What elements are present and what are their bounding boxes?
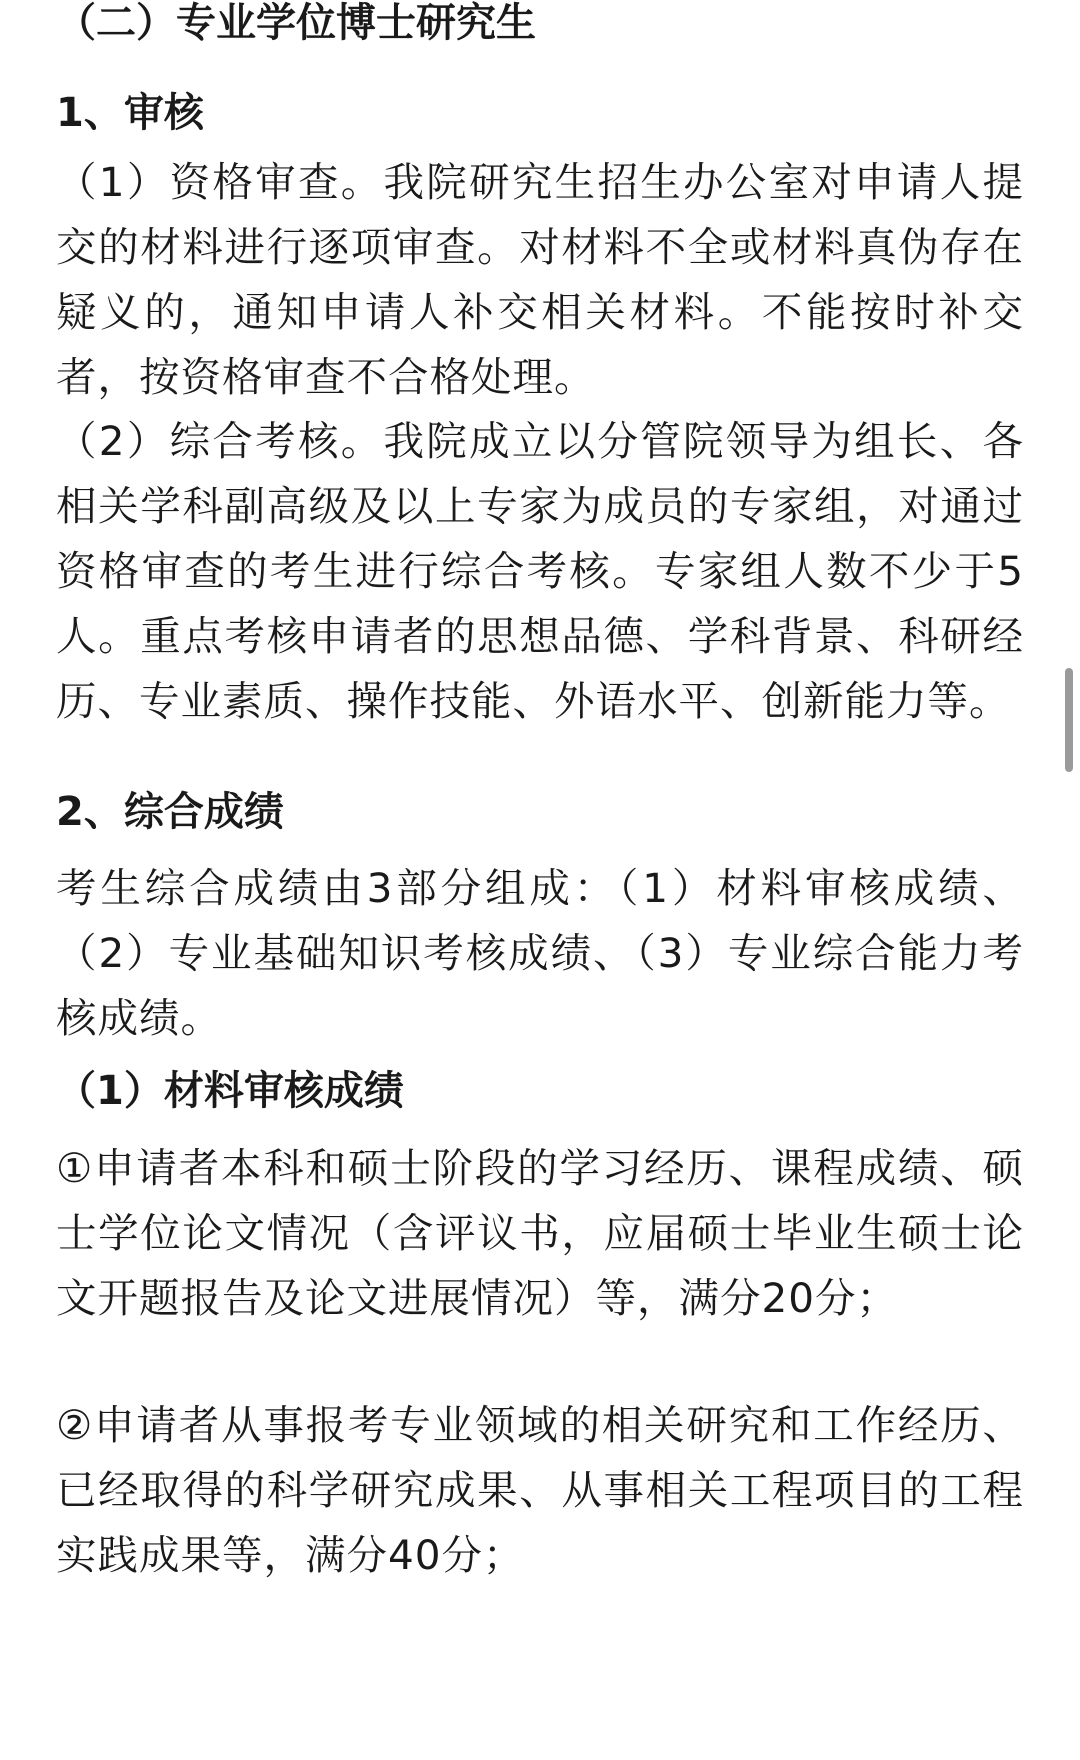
comprehensive-assessment-paragraph: （2）综合考核。我院成立以分管院领导为组长、各相关学科副高级及以上专家为成员的专家组，对通过资格审查的考生进行综合考核。专家组人数不少于5人。重点考核申请者的思想品德、学科背景、科研经历、专业素质、操作技能、外语水平、创新能力等。: [56, 417, 1024, 725]
material-review-item-1: ①申请者本科和硕士阶段的学习经历、课程成绩、硕士学位论文情况（含评议书，应届硕士毕业生硕士论文开题报告及论文进展情况）等，满分20分；: [56, 1144, 1024, 1322]
bottom-fade: [0, 1740, 1080, 1760]
vertical-scrollbar[interactable]: [1065, 668, 1073, 772]
section-title: （二）专业学位博士研究生: [56, 0, 536, 46]
audit-heading: 1、审核: [56, 90, 204, 136]
overall-score-paragraph: 考生综合成绩由3部分组成：（1）材料审核成绩、（2）专业基础知识考核成绩、（3）专业综合能力考核成绩。: [56, 864, 1024, 1042]
material-review-item-2: ②申请者从事报考专业领域的相关研究和工作经历、已经取得的科学研究成果、从事相关工程项目的工程实践成果等，满分40分；: [56, 1401, 1024, 1579]
overall-score-heading: 2、综合成绩: [56, 789, 284, 835]
qualification-review-paragraph: （1）资格审查。我院研究生招生办公室对申请人提交的材料进行逐项审查。对材料不全或材料真伪存在疑义的，通知申请人补交相关材料。不能按时补交者，按资格审查不合格处理。: [56, 158, 1024, 401]
material-review-score-heading: （1）材料审核成绩: [56, 1068, 404, 1114]
